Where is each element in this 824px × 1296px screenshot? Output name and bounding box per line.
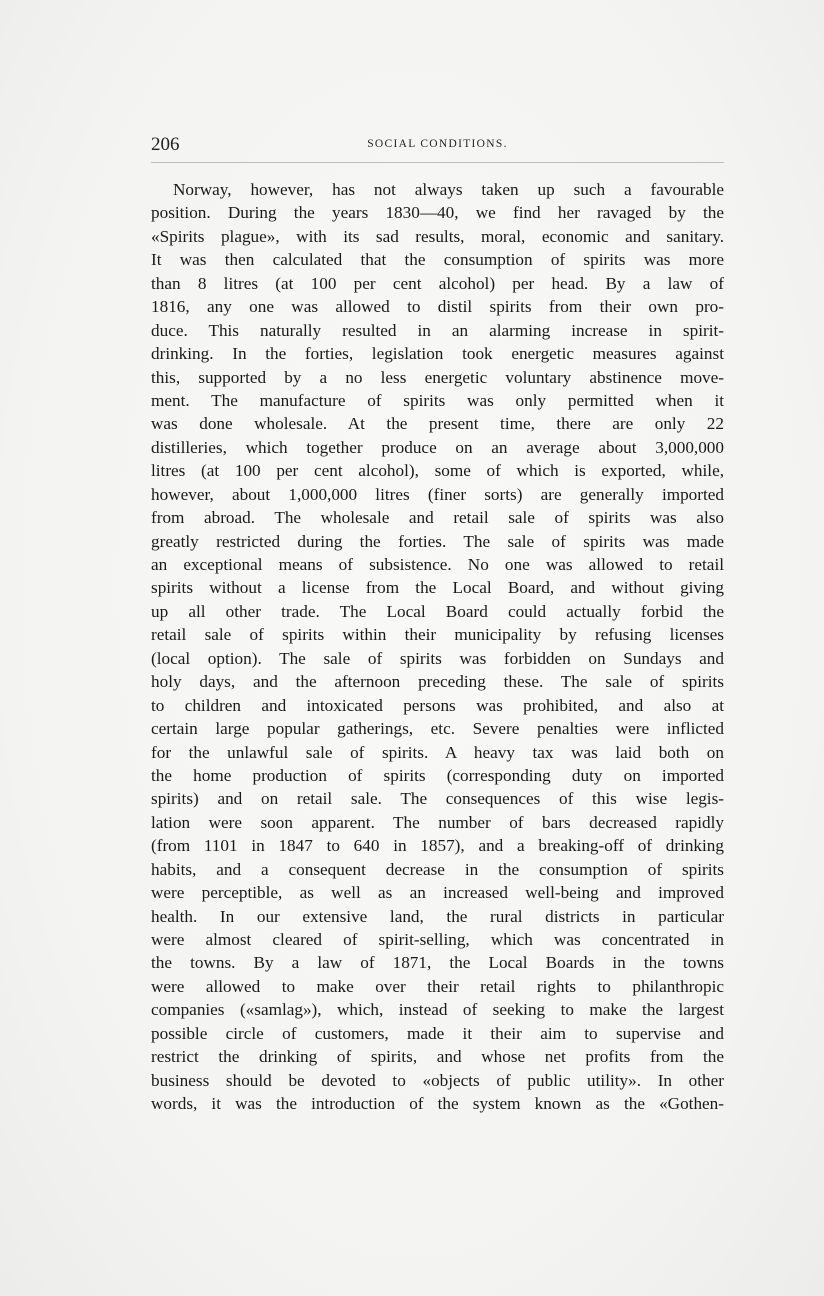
text-line: Norway, however, has not always taken up such a favourable <box>173 180 724 199</box>
text-line: for the unlawful sale of spirits. A heavy tax was laid both on <box>151 742 724 762</box>
header-rule <box>151 162 724 163</box>
text-line: to children and intoxicated persons was prohibited, and also at <box>151 695 724 715</box>
text-line: lation were soon apparent. The number of bars decreased rapidly <box>151 812 724 832</box>
text-line: holy days, and the afternoon preceding these. The sale of spirits <box>151 672 724 692</box>
text-line: position. During the years 1830—40, we find her ravaged by the <box>151 203 724 223</box>
page-header <box>151 134 724 158</box>
text-line: drinking. In the forties, legislation took energetic measures against <box>151 344 724 364</box>
page-number: 206 <box>151 134 180 155</box>
text-line: duce. This naturally resulted in an alarming increase in spirit- <box>151 320 724 340</box>
text-line: the home production of spirits (corresponding duty on imported <box>151 765 724 785</box>
text-line: «Spirits plague», with its sad results, moral, economic and sanitary. <box>151 226 724 246</box>
text-line: an exceptional means of subsistence. No one was allowed to retail <box>151 555 724 574</box>
text-line: spirits) and on retail sale. The consequences of this wise legis- <box>151 789 724 809</box>
text-line: health. In our extensive land, the rural districts in particular <box>151 906 724 926</box>
running-head: SOCIAL CONDITIONS. <box>367 138 508 150</box>
text-line: was done wholesale. At the present time, there are only 22 <box>151 414 724 434</box>
text-line: were allowed to make over their retail rights to philanthropic <box>151 976 724 996</box>
text-line: litres (at 100 per cent alcohol), some of which is exported, while, <box>151 461 724 481</box>
text-line: from abroad. The wholesale and retail sale of spirits was also <box>151 508 724 528</box>
text-line: It was then calculated that the consumption of spirits was more <box>151 250 724 270</box>
text-line: (local option). The sale of spirits was forbidden on Sundays and <box>151 648 724 668</box>
text-line: restrict the drinking of spirits, and whose net profits from the <box>151 1047 724 1067</box>
text-line: spirits without a license from the Local Board, and without giving <box>151 578 724 598</box>
text-line: possible circle of customers, made it their aim to supervise and <box>151 1023 724 1043</box>
text-line: were perceptible, as well as an increased well-being and improved <box>151 883 724 903</box>
text-line: words, it was the introduction of the system known as the «Gothen- <box>151 1094 724 1114</box>
text-line: distilleries, which together produce on an average about 3,000,000 <box>151 437 724 457</box>
text-line: this, supported by a no less energetic voluntary abstinence move- <box>151 367 724 387</box>
text-line: (from 1101 in 1847 to 640 in 1857), and a breaking-off of drinking <box>151 836 724 856</box>
text-line: greatly restricted during the forties. The sale of spirits was made <box>151 531 724 551</box>
text-line: business should be devoted to «objects of public utility». In other <box>151 1070 724 1090</box>
text-line: were almost cleared of spirit-selling, which was concentrated in <box>151 930 724 949</box>
text-line: retail sale of spirits within their municipality by refusing licenses <box>151 625 724 645</box>
text-line: certain large popular gatherings, etc. Severe penalties were inflicted <box>151 719 724 739</box>
text-line: ment. The manufacture of spirits was only permitted when it <box>151 390 724 410</box>
body-text <box>151 178 724 1116</box>
text-line: up all other trade. The Local Board could actually forbid the <box>151 601 724 621</box>
text-line: than 8 litres (at 100 per cent alcohol) per head. By a law of <box>151 273 724 293</box>
text-line: 1816, any one was allowed to distil spirits from their own pro- <box>151 297 724 317</box>
text-line: habits, and a consequent decrease in the consumption of spirits <box>151 859 724 879</box>
text-line: the towns. By a law of 1871, the Local Boards in the towns <box>151 953 724 973</box>
text-line: companies («samlag»), which, instead of seeking to make the largest <box>151 1000 724 1020</box>
text-line: however, about 1,000,000 litres (finer sorts) are generally imported <box>151 484 724 504</box>
